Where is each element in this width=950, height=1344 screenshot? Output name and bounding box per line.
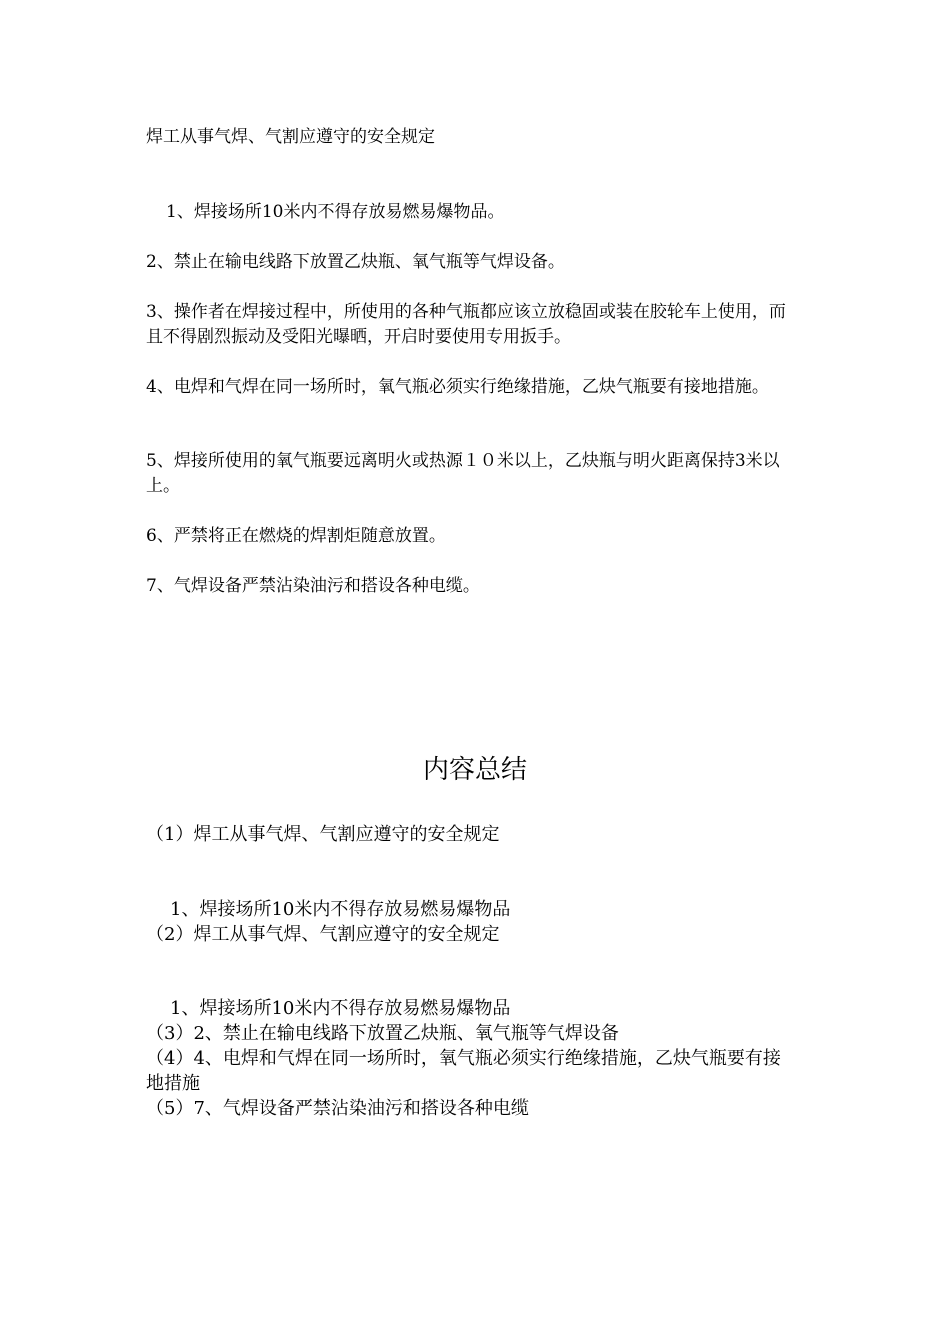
rule-4: 4、电焊和气焊在同一场所时，氧气瓶必须实行绝缘措施，乙炔气瓶要有接地措施。 (146, 377, 769, 397)
rule-6: 6、严禁将正在燃烧的焊割炬随意放置。 (146, 526, 446, 546)
summary-item-1-heading: （1）焊工从事气焊、气割应遵守的安全规定 (146, 824, 500, 845)
summary-item-2-heading: （2）焊工从事气焊、气割应遵守的安全规定 (146, 924, 500, 945)
summary-item-2-detail: 1、焊接场所10米内不得存放易燃易爆物品 (170, 998, 511, 1019)
summary-title: 内容总结 (422, 755, 527, 785)
summary-item-4: （4）4、电焊和气焊在同一场所时，氧气瓶必须实行绝缘措施，乙炔气瓶要有接地措施 (146, 1048, 781, 1094)
rule-7: 7、气焊设备严禁沾染油污和搭设各种电缆。 (146, 576, 480, 596)
summary-item-5: （5）7、气焊设备严禁沾染油污和搭设各种电缆 (146, 1098, 529, 1119)
summary-item-1-detail: 1、焊接场所10米内不得存放易燃易爆物品 (170, 899, 511, 920)
rule-3: 3、操作者在焊接过程中，所使用的各种气瓶都应该立放稳固或装在胶轮车上使用，而且不得剧烈振动及受阳光曝晒，开启时要使用专用扳手。 (146, 302, 786, 347)
summary-item-3: （3）2、禁止在输电线路下放置乙炔瓶、氧气瓶等气焊设备 (146, 1023, 619, 1044)
rule-1: 1、焊接场所10米内不得存放易燃易爆物品。 (166, 202, 505, 222)
document-title: 焊工从事气焊、气割应遵守的安全规定 (146, 127, 435, 147)
rule-2: 2、禁止在输电线路下放置乙炔瓶、氧气瓶等气焊设备。 (146, 252, 565, 272)
rule-5: 5、焊接所使用的氧气瓶要远离明火或热源１０米以上，乙炔瓶与明火距离保持3米以上。 (146, 451, 780, 496)
